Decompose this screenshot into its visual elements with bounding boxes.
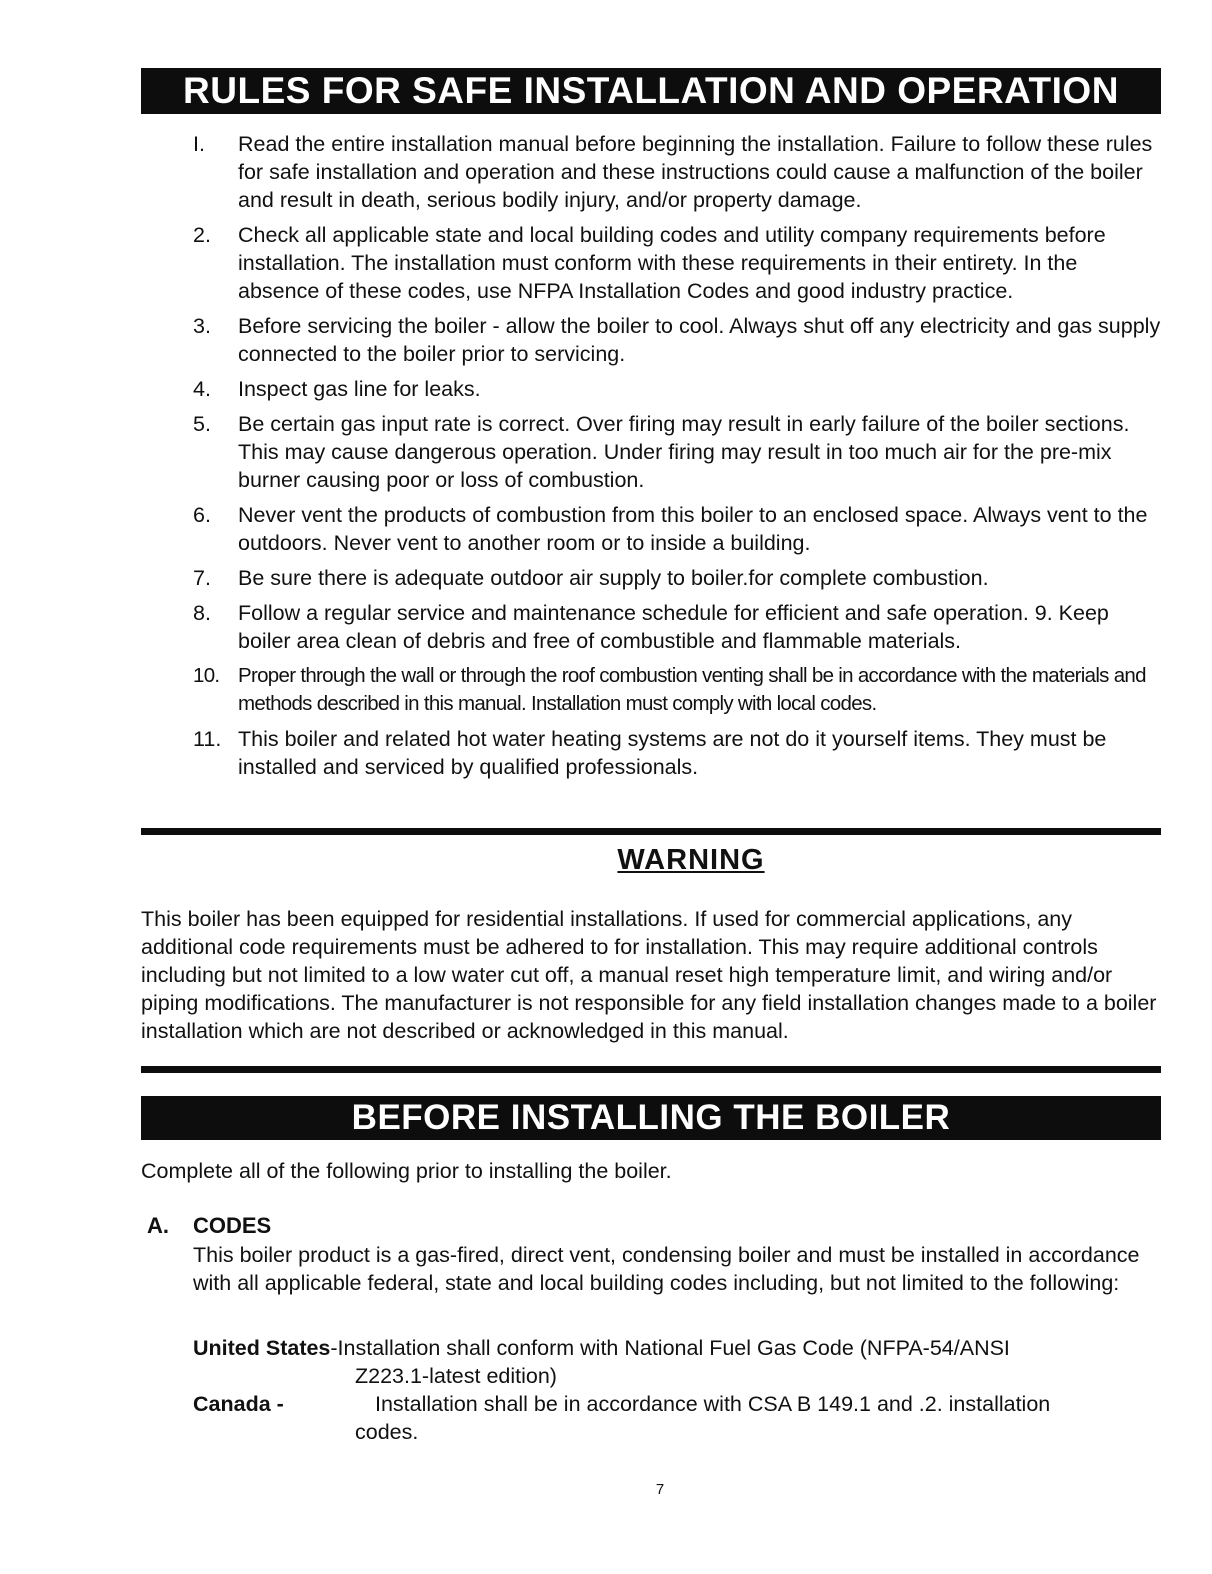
rule-text: Follow a regular service and maintenance schedule for efficient and safe operation. 9. Keep boiler area clean of debris and free of combustible and flammable materials. bbox=[238, 601, 1109, 653]
canada-text: Installation shall be in accordance with CSA B 149.1 and .2. installation bbox=[369, 1392, 1051, 1416]
section-divider bbox=[141, 828, 1161, 835]
codes-heading bbox=[147, 1212, 271, 1240]
list-item bbox=[141, 501, 1161, 557]
rule-text: Before servicing the boiler - allow the boiler to cool. Always shut off any electricity and gas supply connected to the boiler prior to servicing. bbox=[238, 314, 1161, 366]
rule-text: Never vent the products of combustion from this boiler to an enclosed space. Always vent to the outdoors. Never vent to another room or to inside a building. bbox=[238, 503, 1148, 555]
rule-number: 6. bbox=[193, 503, 211, 527]
list-item bbox=[141, 599, 1161, 655]
list-item bbox=[141, 725, 1161, 781]
rule-text: Inspect gas line for leaks. bbox=[238, 377, 481, 401]
before-intro: Complete all of the following prior to installing the boiler. bbox=[141, 1159, 672, 1183]
rule-number: 2. bbox=[193, 223, 211, 247]
rule-text: Read the entire installation manual before beginning the installation. Failure to follow these rules for safe installation and operation and these instructions could cause a malfunction of the boiler and result in death, serious bodily injury, and/or property damage. bbox=[238, 132, 1153, 212]
rule-text: This boiler and related hot water heating systems are not do it yourself items. They must be installed and serviced by qualified professionals. bbox=[238, 727, 1107, 779]
list-item bbox=[141, 375, 1161, 403]
list-item bbox=[141, 221, 1161, 305]
rule-text: Proper through the wall or through the roof combustion venting shall be in accordance with the materials and methods described in this manual. Installation must comply with local codes. bbox=[238, 664, 1146, 715]
rule-number: 11. bbox=[193, 727, 222, 751]
rule-number: 5. bbox=[193, 412, 211, 436]
rule-number: I. bbox=[193, 132, 205, 156]
code-united-states bbox=[193, 1334, 1153, 1390]
rule-text: Be sure there is adequate outdoor air supply to boiler.for complete combustion. bbox=[238, 566, 989, 590]
rule-text: Be certain gas input rate is correct. Over firing may result in early failure of the boiler sections. This may cause dangerous operation. Under firing may result in too much air for the pre-mix burner causing poor or loss of combustion. bbox=[238, 412, 1130, 492]
code-canada bbox=[193, 1390, 1153, 1446]
us-label: United States bbox=[193, 1336, 331, 1360]
us-text-cont: Z223.1-latest edition) bbox=[355, 1364, 557, 1388]
warning-title: WARNING bbox=[617, 844, 765, 876]
canada-text-cont: codes. bbox=[355, 1420, 419, 1444]
rule-number: 4. bbox=[193, 377, 211, 401]
rule-number: 10. bbox=[193, 664, 220, 687]
rules-list bbox=[141, 130, 1161, 788]
rule-number: 7. bbox=[193, 566, 211, 590]
canada-label: Canada - bbox=[193, 1392, 284, 1416]
section-divider bbox=[141, 1066, 1161, 1073]
list-item bbox=[141, 312, 1161, 368]
warning-body: This boiler has been equipped for residential installations. If used for commercial applications, any additional code requirements must be adhered to for installation. This may require additional controls including but not limited to a low water cut off, a manual reset high temperature limit, and wiring and/or piping modifications. The manufacturer is not responsible for any field installation changes made to a boiler installation which are not described or acknowledged in this manual. bbox=[141, 907, 1157, 1043]
list-item bbox=[141, 662, 1161, 718]
codes-body: This boiler product is a gas-fired, direct vent, condensing boiler and must be installed in accordance with all applicable federal, state and local building codes including, but not limited to the following: bbox=[193, 1243, 1140, 1295]
before-installing-banner: BEFORE INSTALLING THE BOILER bbox=[141, 1096, 1161, 1140]
rule-text: Check all applicable state and local building codes and utility company requirements before installation. The installation must conform with these requirements in their entirety. In the absence of these codes, use NFPA Installation Codes and good industry practice. bbox=[238, 223, 1106, 303]
page-number: 7 bbox=[655, 1481, 665, 1498]
rule-number: 3. bbox=[193, 314, 211, 338]
codes-title: CODES bbox=[193, 1213, 272, 1238]
list-item bbox=[141, 130, 1161, 214]
rules-banner: RULES FOR SAFE INSTALLATION AND OPERATION bbox=[141, 68, 1161, 114]
us-text: -Installation shall conform with National Fuel Gas Code (NFPA-54/ANSI bbox=[330, 1336, 1010, 1360]
rule-number: 8. bbox=[193, 601, 211, 625]
codes-letter: A. bbox=[147, 1213, 169, 1238]
list-item bbox=[141, 564, 1161, 592]
list-item bbox=[141, 410, 1161, 494]
